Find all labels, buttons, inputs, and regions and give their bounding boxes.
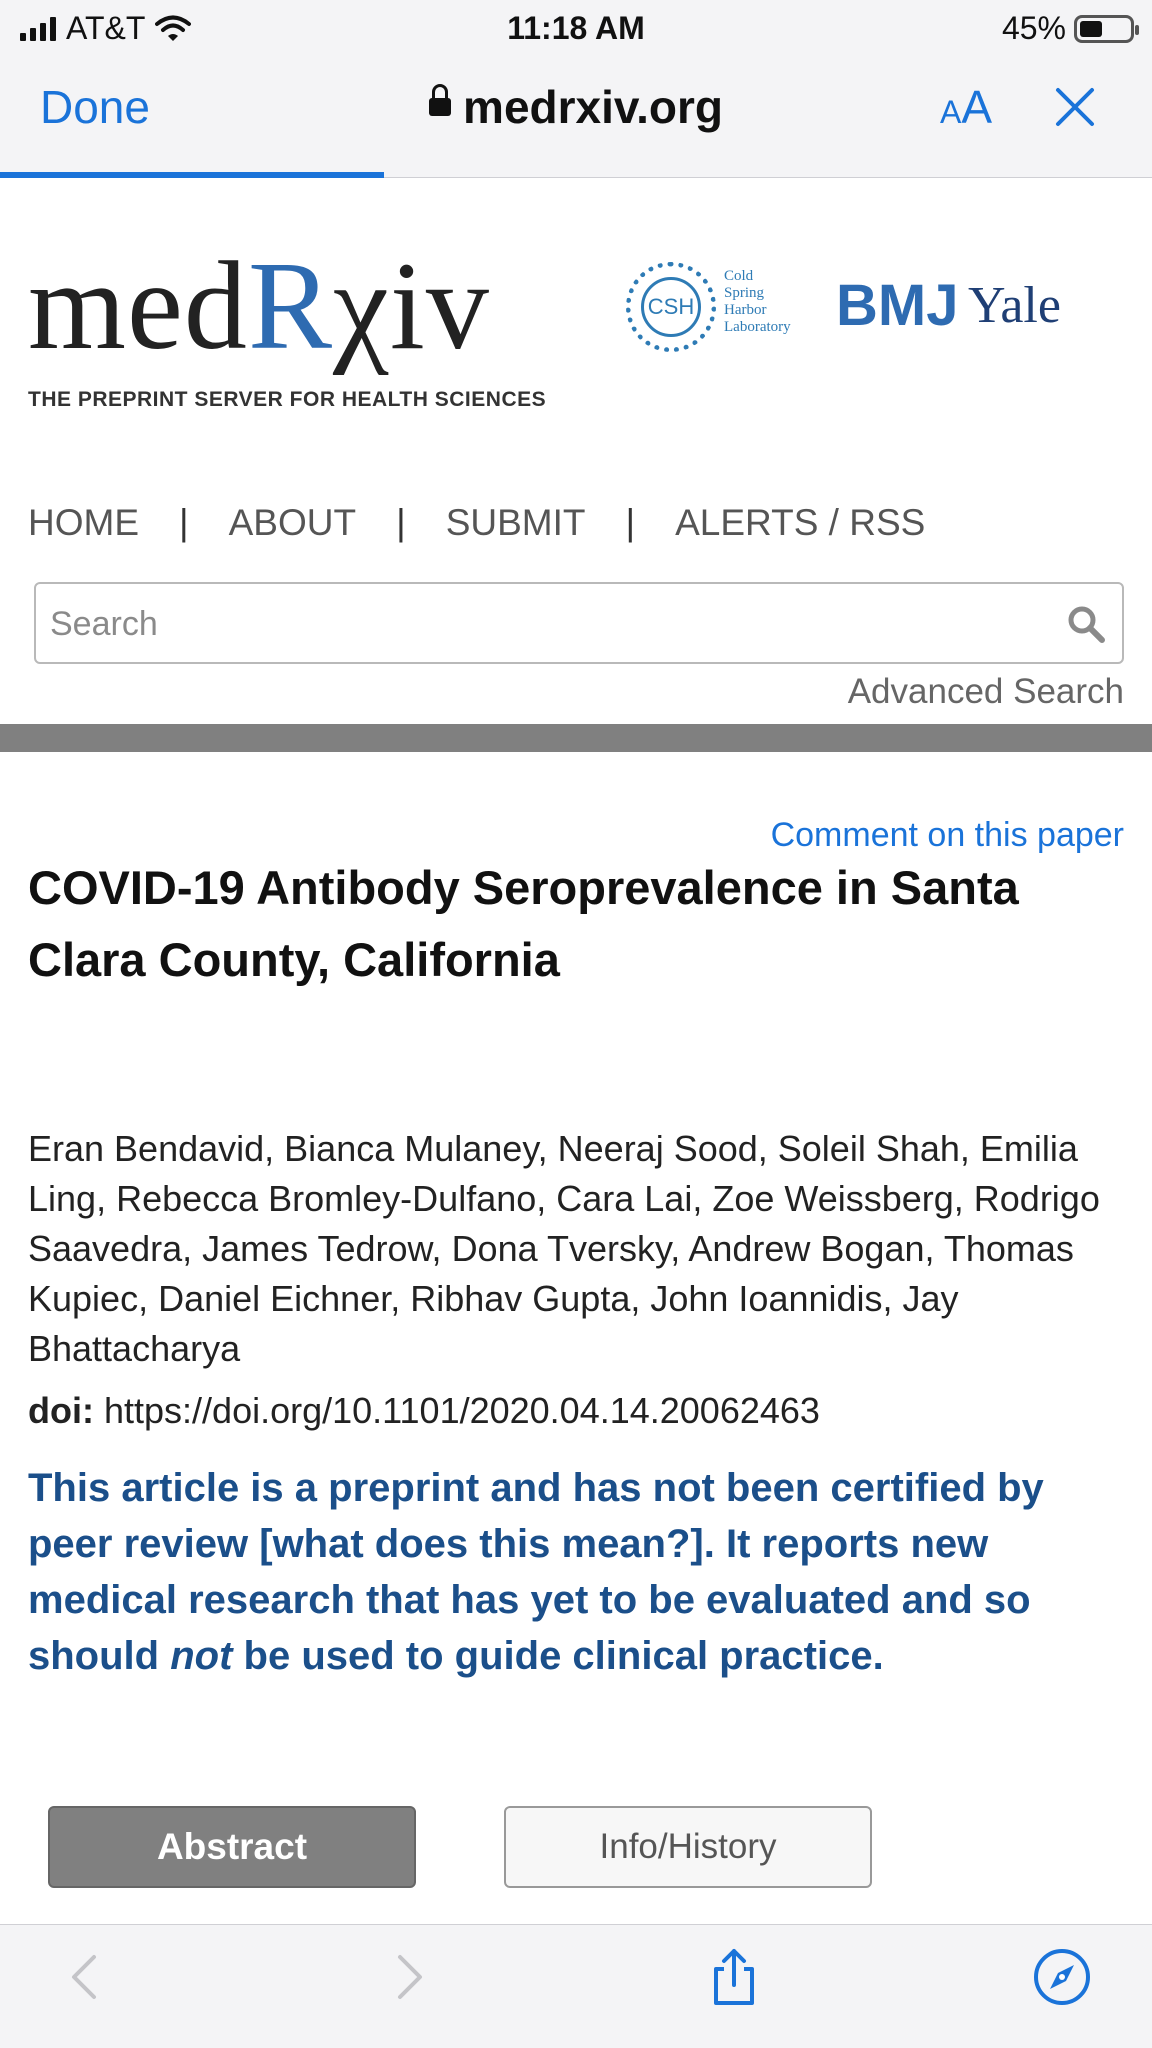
doi-link[interactable]: https://doi.org/10.1101/2020.04.14.20062463 — [104, 1390, 820, 1431]
search-input[interactable] — [50, 596, 1030, 652]
bottom-toolbar — [0, 1924, 1152, 2048]
nav-submit[interactable]: SUBMIT — [445, 502, 586, 543]
clock: 11:18 AM — [507, 10, 645, 46]
bmj-logo[interactable]: BMJ — [836, 273, 959, 338]
comment-link[interactable]: Comment on this paper — [770, 816, 1124, 854]
back-arrow-icon[interactable] — [56, 1947, 116, 2007]
csh-logo[interactable]: CSH — [626, 262, 716, 352]
battery-percent: 45% — [1001, 10, 1066, 46]
nav-home[interactable]: HOME — [28, 502, 139, 543]
search-icon[interactable] — [1066, 604, 1106, 644]
csh-name[interactable]: Cold Spring Harbor Laboratory — [724, 268, 791, 335]
yale-logo[interactable]: Yale — [968, 277, 1061, 334]
nav-alerts-rss[interactable]: ALERTS / RSS — [675, 502, 926, 543]
site-tagline: THE PREPRINT SERVER FOR HEALTH SCIENCES — [28, 388, 547, 411]
main-nav — [28, 502, 925, 544]
tab-abstract[interactable]: Abstract — [48, 1806, 416, 1888]
what-does-this-mean-link[interactable]: [what does this mean?] — [259, 1522, 704, 1566]
section-divider — [0, 724, 1152, 752]
doi-line — [28, 1390, 820, 1432]
lock-icon — [429, 98, 451, 116]
url-text: medrxiv.org — [463, 81, 723, 133]
text-size-button[interactable]: AA — [940, 81, 993, 133]
close-icon[interactable] — [1052, 84, 1098, 130]
status-right — [1002, 10, 1134, 47]
medrxiv-logo[interactable]: medRχiv — [28, 237, 490, 376]
article-title: COVID-19 Antibody Seroprevalence in Santa Clara County, California — [28, 861, 1019, 986]
compass-icon[interactable] — [1032, 1947, 1092, 2007]
advanced-search-link[interactable]: Advanced Search — [847, 672, 1124, 711]
carrier-label: AT&T — [66, 10, 146, 46]
author-list[interactable]: Eran Bendavid, Bianca Mulaney, Neeraj Sood, Soleil Shah, Emilia Ling, Rebecca Bromley-Dulfano, Cara Lai, Zoe Weissberg, Rodrigo Saavedra, James Tedrow, Dona Tversky, Andrew Bogan, Thomas Kupiec, Daniel Eichner, Ribhav Gupta, John Ioannidis, Jay Bhattacharya — [28, 1128, 1100, 1369]
preprint-notice: This article is a preprint and has not been certified by peer review [what does this mean?]. It reports new medical research that has yet to be evaluated and so should not be used to guide clinical practice. — [28, 1466, 1044, 1678]
nav-separator: | — [179, 502, 189, 543]
nav-separator: | — [396, 502, 406, 543]
page-load-progress — [0, 172, 384, 178]
status-bar — [0, 0, 1152, 56]
nav-separator: | — [625, 502, 636, 543]
share-icon[interactable] — [704, 1947, 764, 2007]
forward-arrow-icon[interactable] — [378, 1947, 438, 2007]
tab-info-history[interactable]: Info/History — [504, 1806, 872, 1888]
search-box — [34, 582, 1124, 664]
doi-label: doi: — [28, 1390, 94, 1431]
battery-icon — [1074, 15, 1134, 43]
browser-toolbar — [0, 56, 1152, 178]
done-button[interactable]: Done — [40, 81, 150, 133]
nav-about[interactable]: ABOUT — [228, 502, 357, 543]
